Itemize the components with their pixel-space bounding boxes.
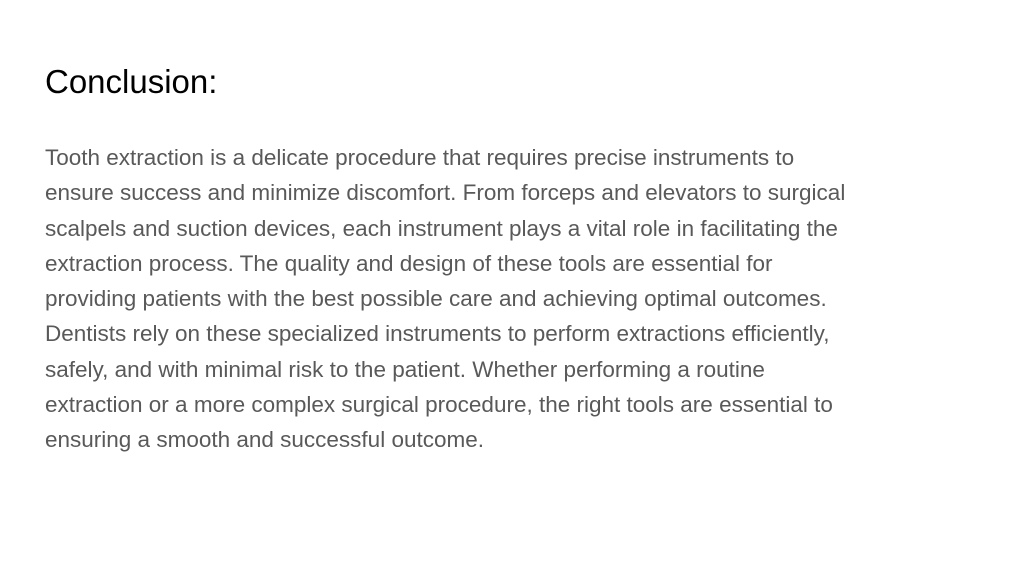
body-line: extraction or a more complex surgical procedure, the right tools are essential to [45,392,833,418]
body-line: providing patients with the best possible care and achieving optimal outcomes. [45,286,827,312]
body-line: scalpels and suction devices, each instrument plays a vital role in facilitating the [45,215,838,241]
body-line: ensure success and minimize discomfort. From forceps and elevators to surgical [45,180,846,206]
slide-title: Conclusion: [45,63,218,100]
slide-body-text [45,140,995,458]
body-line: Dentists rely on these specialized instruments to perform extractions efficiently, [45,321,830,347]
body-line: Tooth extraction is a delicate procedure that requires precise instruments to [45,145,795,170]
body-line: ensuring a smooth and successful outcome. [45,427,484,453]
body-line: extraction process. The quality and design of these tools are essential for [45,250,773,276]
body-line: safely, and with minimal risk to the patient. Whether performing a routine [45,356,765,382]
